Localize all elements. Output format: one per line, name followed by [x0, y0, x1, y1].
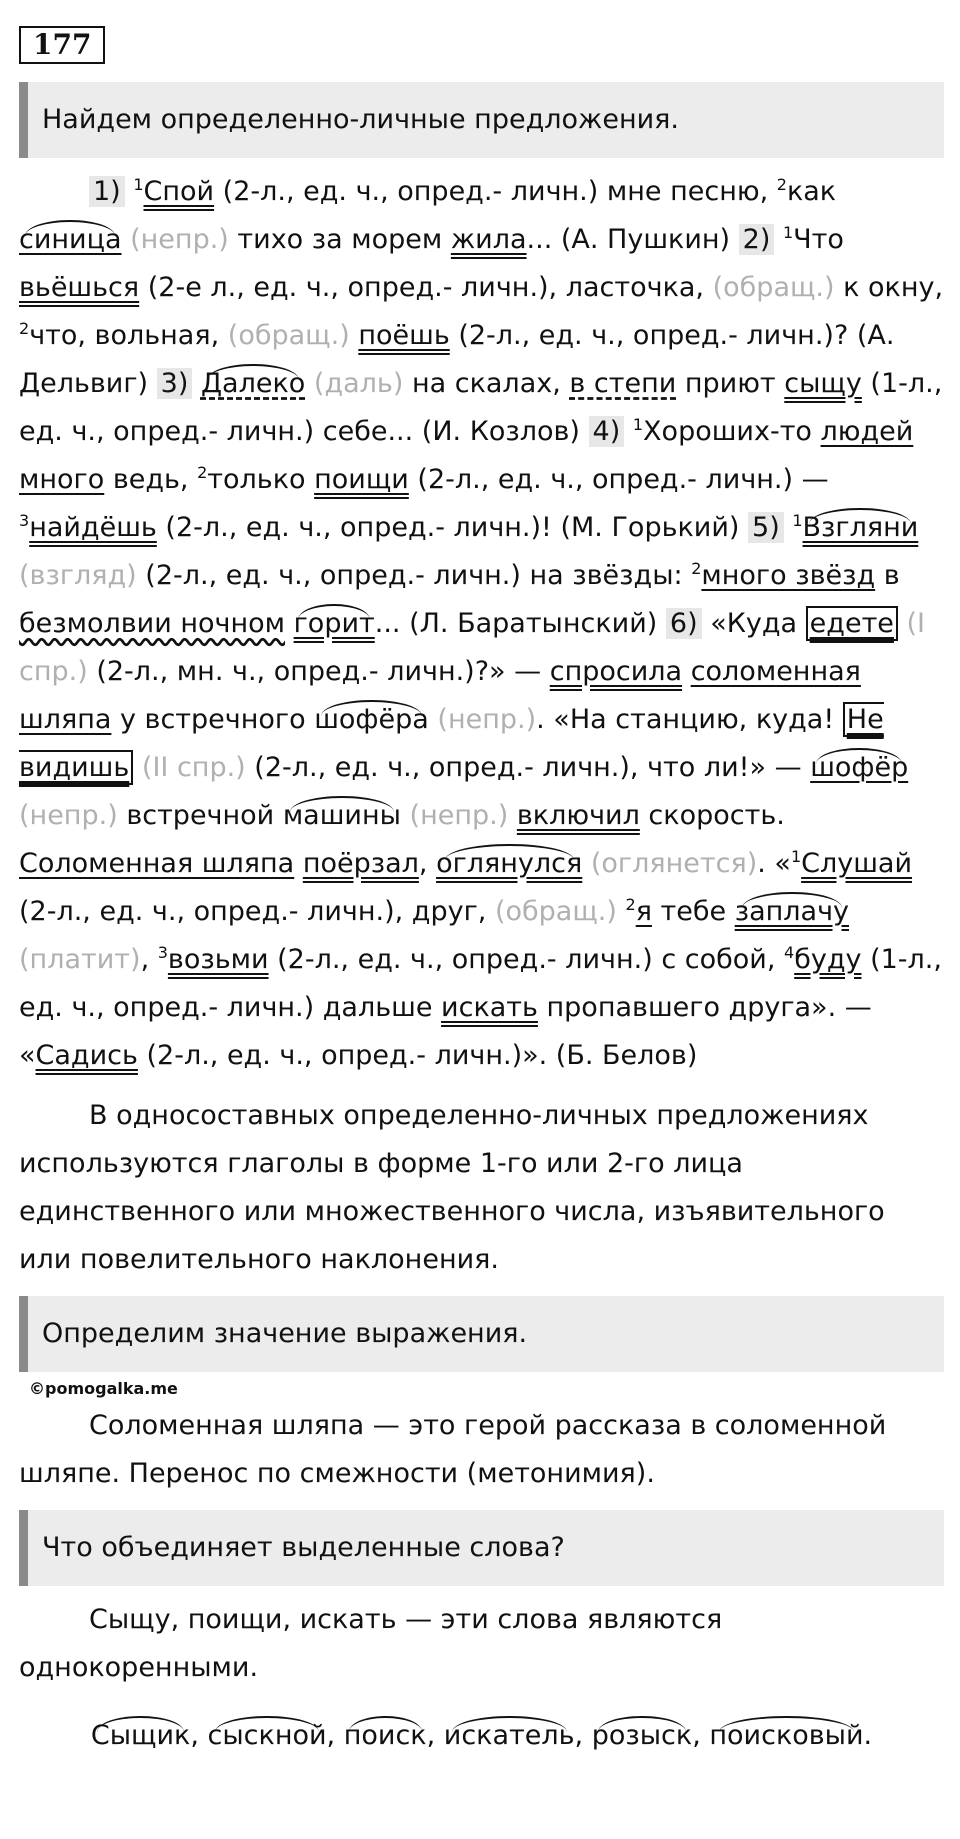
text: Хороших-то: [643, 416, 821, 447]
note-1spr: (I спр.): [19, 608, 926, 687]
text: (2-л., мн. ч., опред.- личн.)?» —: [87, 656, 550, 687]
related-word: поисковый: [709, 1720, 864, 1751]
word-zhila: жила: [450, 224, 527, 255]
word-shofer: шофёр: [810, 752, 909, 783]
related-words: Сыщик, сыскной, поиск, искатель, розыск, поисковый.: [90, 1720, 873, 1751]
note-text: непр.: [420, 800, 498, 831]
text: ведь,: [104, 464, 198, 495]
word-sinica: синица: [19, 224, 122, 255]
word-naydesh: найдёшь: [29, 512, 157, 543]
related-word: поиск: [343, 1720, 427, 1751]
note-text: обращ.: [238, 320, 340, 351]
text: (2-л., ед. ч., опред.- личн.), что ли!» —: [245, 752, 811, 783]
num-3: 3): [157, 368, 193, 399]
note-nepr: (непр.): [130, 224, 229, 255]
text: . «На станцию, куда!: [536, 704, 843, 735]
note-text: даль: [324, 368, 393, 399]
num-1: 1): [89, 176, 125, 207]
text: ,: [418, 848, 437, 879]
word-vklyuchil: включил: [516, 800, 640, 831]
task-number: 177: [19, 26, 105, 64]
word-shlyapa: соломенная шляпа: [19, 656, 861, 735]
num-4: 4): [589, 416, 625, 447]
text: (2-л., ед. ч., опред.- личн.)? (А. Дельвиг): [19, 320, 895, 399]
related-word: сыскной: [207, 1720, 327, 1751]
text: что, вольная,: [29, 320, 228, 351]
sup: 2: [625, 895, 636, 914]
sup: 1: [792, 511, 803, 530]
sup: 2: [776, 175, 787, 194]
text: скорость.: [639, 800, 785, 831]
sup: 4: [784, 943, 795, 962]
meaning-paragraph: Соломенная шляпа — это герой рассказа в соломенной шляпе. Перенос по смежности (метонимия).: [19, 1410, 887, 1489]
word-vozmi: возьми: [167, 944, 269, 975]
note-text: непр.: [29, 800, 108, 831]
sup: 2: [19, 319, 30, 338]
sup: 3: [157, 943, 168, 962]
sup: 3: [19, 511, 30, 530]
note-nepr-3: (непр.): [19, 800, 118, 831]
watermark: ©pomogalka.me: [29, 1379, 178, 1398]
word-vzglyani: Взгляни: [802, 512, 919, 543]
rule-paragraph: В односоставных определенно-личных предложениях используются глаголы в форме 1-го или 2-го лица единственного или множественного числа, изъявительного или повелительного наклонения.: [19, 1100, 885, 1275]
note-nepr-2: (непр.): [437, 704, 537, 735]
text: на скалах,: [403, 368, 570, 399]
note-platit: (платит): [19, 944, 141, 975]
text: (1-л., ед. ч., опред.- личн.) себе... (И. Козлов): [19, 368, 943, 447]
text: (2-л., ед. ч., опред.- личн.) на звёзды:: [136, 560, 692, 591]
section-header-3: Что объединяет выделенные слова?: [19, 1510, 944, 1586]
note-text: I спр.: [19, 608, 926, 687]
sup: 2: [197, 463, 208, 482]
text: (2-л., ед. ч., опред.- личн.) —: [408, 464, 829, 495]
sup: 1: [790, 847, 802, 866]
note-oglyanetsya: (оглянется): [590, 848, 758, 879]
section-header-2: Определим значение выражения.: [19, 1296, 944, 1372]
text: (2-е л., ед. ч., опред.- личн.), ласточка,: [139, 272, 713, 303]
text: только: [207, 464, 315, 495]
text: в: [875, 560, 900, 591]
text: тебе: [651, 896, 735, 927]
text: (2-л., ед. ч., опред.- личн.) мне песню,: [214, 176, 777, 207]
text: (2-л., ед. ч., опред.- личн.)! (М. Горький): [156, 512, 749, 543]
sup: 1: [632, 415, 644, 434]
text: ... (А. Пушкин): [526, 224, 739, 255]
note-text: обращ.: [505, 896, 607, 927]
root-paragraph: Сыщу, поищи, искать — эти слова являются однокоренными.: [19, 1604, 723, 1683]
spacer: [19, 1284, 944, 1296]
text: пропавшего друга». — «: [19, 992, 872, 1071]
word-slushay: Слушай: [801, 848, 913, 879]
spacer: [19, 1498, 944, 1510]
note-obrasch-3: (обращ.): [494, 896, 617, 927]
word-ya: я: [635, 896, 652, 927]
text: Что: [793, 224, 844, 255]
word-mashiny: машины: [282, 800, 401, 831]
word-oglyanulsya: оглянулся: [436, 848, 583, 879]
excerpt-paragraph: 1) $^1$Спой (2-л., ед. ч., опред.- личн.) мне песню, $^2$как синица (непр.) тихо за морем жила... (А. Пушкин) 2) $^1$Что вьёшься (2-е л., ед. ч., опред.- личн.), ласточка, (обращ.) к окну, $^2$что, вольная, (обращ.) поёшь (2-л., ед. ч., опред.- личн.)? (А. Дельвиг) 3) Далеко (даль) на скалах, в степи приют сыщу (1-л., ед. ч., опред.- личн.) себе... (И. Козлов) 4) $^1$Хороших-то людей много ведь, $^2$только поищи (2-л., ед. ч., опред.- личн.) — $^3$найдёшь (2-л., ед. ч., опред.- личн.)! (М. Горький) 5) $^1$Взгляни (взгляд) (2-л., ед. ч., опред.- личн.) на звёзды: $^2$много звёзд в безмолвии ночном горит... (Л. Баратынский) 6) «Куда едете (I спр.) (2-л., мн. ч., опред.- личн.)?» — спросила соломенная шляпа у встречного шофёра (непр.). «На станцию, куда! Не видишь (II спр.) (2-л., ед. ч., опред.- личн.), что ли!» — шофёр (непр.) встречной машины (непр.) включил скорость. Соломенная шляпа поёрзал, оглянулся (оглянется). «$^1$Слушай (2-л., ед. ч., опред.- личн.), друг, (обращ.) $^2$я тебе заплачу (платит), $^3$возьми (2-л., ед. ч., опред.- личн.) с собой, $^4$буду (1-л., ед. ч., опред.- личн.) дальше искать пропавшего друга». — «Садись (2-л., ед. ч., опред.- личн.)». (Б. Белов): [19, 175, 944, 1071]
sup: 1: [782, 223, 794, 242]
related-word: Сыщик: [90, 1720, 191, 1751]
sup: 2: [691, 559, 702, 578]
word-poerzal: поёрзал: [302, 848, 419, 879]
text: (1-л., ед. ч., опред.- личн.) дальше: [19, 944, 942, 1023]
note-vzglyad: (взгляд): [19, 560, 137, 591]
related-word: искатель: [443, 1720, 575, 1751]
word-ne-vidish: Не видишь: [19, 704, 884, 783]
note-obrasch: (обращ.): [712, 272, 835, 303]
note-nepr-4: (непр.): [409, 800, 509, 831]
note-text: непр.: [140, 224, 219, 255]
text: . «: [757, 848, 791, 879]
text: как: [786, 176, 837, 207]
text: к окну,: [834, 272, 944, 303]
note-text: II спр.: [152, 752, 236, 783]
page: [19, 22, 944, 1760]
word-poesh: поёшь: [358, 320, 450, 351]
word-spoy: Спой: [143, 176, 215, 207]
num-2: 2): [739, 224, 775, 255]
text: «Куда: [701, 608, 806, 639]
note-text: непр.: [447, 704, 526, 735]
note-text: платит: [29, 944, 131, 975]
related-word: розыск: [591, 1720, 693, 1751]
note-text: взгляд: [29, 560, 127, 591]
word-syschu: сыщу: [784, 368, 862, 399]
word-lyudey: людей много: [19, 416, 914, 495]
word-poischi: поищи: [314, 464, 409, 495]
note-text: оглянется: [601, 848, 747, 879]
text: ... (Л. Баратынский): [374, 608, 666, 639]
word-vyeshsya: вьёшься: [19, 272, 140, 303]
text: (2-л., ед. ч., опред.- личн.)». (Б. Белов): [137, 1040, 698, 1071]
word-gorit: горит: [293, 608, 375, 639]
text: тихо за морем: [228, 224, 451, 255]
text: (2-л., ед. ч., опред.- личн.) с собой,: [268, 944, 785, 975]
word-budu: буду: [794, 944, 862, 975]
note-dal: (даль): [313, 368, 404, 399]
word-daleko: Далеко: [200, 368, 306, 399]
note-2spr: (II спр.): [141, 752, 246, 783]
word-bezmolvii: безмолвии ночном: [19, 608, 286, 639]
word-iskat: искать: [441, 992, 538, 1023]
word-v-stepi: в степи: [569, 368, 677, 399]
word-sadis: Садись: [35, 1040, 138, 1071]
word-zaplachu: заплачу: [734, 896, 850, 927]
sup: 1: [133, 175, 144, 194]
note-text: обращ.: [723, 272, 825, 303]
num-5: 5): [748, 512, 784, 543]
spacer: [19, 1080, 944, 1092]
word-sprosila: спросила: [549, 656, 683, 687]
num-6: 6): [666, 608, 702, 639]
note-obrasch-2: (обращ.): [227, 320, 350, 351]
text: встречной: [117, 800, 283, 831]
text: у встречного: [111, 704, 315, 735]
word-shlyapa-2: Соломенная шляпа: [19, 848, 295, 879]
section-header-1: Найдем определенно-личные предложения.: [19, 82, 944, 158]
word-edete: едете: [806, 606, 898, 641]
text: приют: [676, 368, 785, 399]
text: (2-л., ед. ч., опред.- личн.), друг,: [19, 896, 495, 927]
word-mnogo: много звёзд: [701, 560, 876, 591]
word-shofera: шофёра: [314, 704, 429, 735]
